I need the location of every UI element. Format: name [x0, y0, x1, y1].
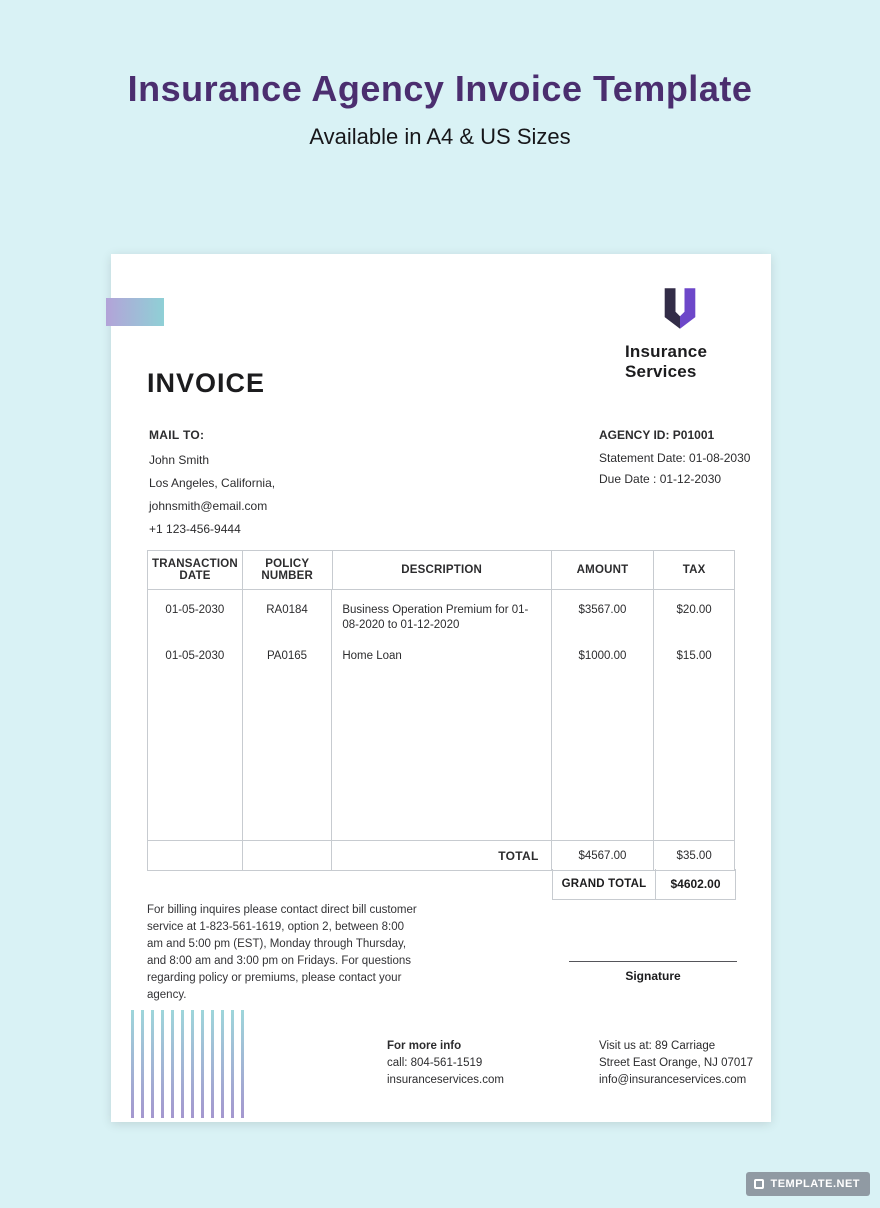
recipient-phone: +1 123-456-9444	[149, 522, 241, 536]
invoice-document	[111, 254, 771, 1122]
column-tax	[654, 590, 734, 840]
grand-total-value: $4602.00	[670, 877, 721, 891]
footer-contact-block	[387, 1038, 504, 1089]
recipient-address: Los Angeles, California,	[149, 476, 276, 490]
statement-date: Statement Date: 01-08-2030	[599, 451, 751, 465]
stripe	[191, 1010, 194, 1118]
mail-to-label: MAIL TO:	[149, 428, 205, 442]
stripe	[161, 1010, 164, 1118]
stripe	[201, 1010, 204, 1118]
row-amount: $1000.00	[578, 650, 627, 662]
header-transaction-date: TRANSACTION DATE	[148, 551, 243, 589]
row-tax: $15.00	[676, 650, 712, 662]
footer-address-line1: Visit us at: 89 Carriage	[599, 1040, 716, 1052]
agency-id: AGENCY ID: P01001	[599, 428, 715, 442]
company-name-line1: Insurance	[625, 342, 708, 361]
row-policy: RA0184	[266, 604, 308, 616]
total-label: TOTAL	[332, 841, 551, 870]
footer-website: insuranceservices.com	[387, 1074, 504, 1086]
stripe	[231, 1010, 234, 1118]
billing-note: For billing inquires please contact direct bill customer service at 1-823-561-1619, option 2, between 8:00 am and 5:00 pm (EST), Monday through Thursday, and 8:00 am and 3:00 pm on Fridays. For questions regarding policy or premiums, please contact your agency.	[147, 904, 417, 1001]
footer-phone: call: 804-561-1519	[387, 1057, 483, 1069]
company-name-line2: Services	[625, 362, 697, 381]
stripe	[221, 1010, 224, 1118]
column-transaction-date	[148, 590, 243, 840]
page-title: Insurance Agency Invoice Template	[127, 68, 753, 109]
row-description: Home Loan	[342, 650, 402, 662]
header-amount: AMOUNT	[552, 551, 655, 589]
signature-label: Signature	[625, 969, 681, 983]
footer-address-line2: Street East Orange, NJ 07017	[599, 1057, 754, 1069]
agency-block	[599, 428, 750, 494]
total-amount: $4567.00	[552, 841, 655, 870]
recipient-email: johnsmith@email.com	[149, 499, 268, 513]
page-subtitle: Available in A4 & US Sizes	[309, 124, 571, 149]
header-tax: TAX	[682, 564, 706, 576]
due-date: Due Date : 01-12-2030	[599, 472, 722, 486]
invoice-heading: INVOICE	[147, 368, 266, 398]
stripe	[181, 1010, 184, 1118]
stripe	[171, 1010, 174, 1118]
table-header-row	[148, 551, 734, 590]
footer-info-heading: For more info	[387, 1040, 462, 1052]
total-row	[148, 840, 734, 870]
template-net-logo-icon	[754, 1179, 764, 1189]
row-description: Business Operation Premium for 01-08-2020 to 01-12-2020	[342, 604, 529, 631]
stripe	[131, 1010, 134, 1118]
total-row-spacer	[148, 841, 243, 870]
line-items-table	[147, 550, 735, 871]
stripe	[141, 1010, 144, 1118]
barcode-stripes-decoration	[131, 1010, 251, 1118]
watermark-text: TEMPLATE.NET	[770, 1178, 860, 1190]
total-row-spacer	[243, 841, 333, 870]
table-body	[148, 590, 734, 840]
footer-address-block	[599, 1038, 753, 1089]
grand-total-label: GRAND TOTAL	[553, 869, 656, 899]
column-description	[332, 590, 551, 840]
stripe	[151, 1010, 154, 1118]
stripe	[211, 1010, 214, 1118]
row-date: 01-05-2030	[165, 650, 225, 662]
gradient-accent-bar	[106, 298, 164, 326]
column-amount	[552, 590, 655, 840]
template-net-watermark	[746, 1172, 870, 1196]
footer-email: info@insuranceservices.com	[599, 1074, 747, 1086]
signature-block	[569, 954, 737, 983]
row-policy: PA0165	[266, 650, 308, 662]
row-amount: $3567.00	[578, 604, 627, 616]
stripe	[241, 1010, 244, 1118]
shield-u-logo-icon	[653, 282, 707, 336]
header-policy-number: POLICY NUMBER	[243, 551, 333, 589]
grand-total-row	[552, 869, 736, 900]
company-logo	[625, 282, 735, 382]
recipient-name: John Smith	[149, 453, 210, 467]
header-description: DESCRIPTION	[333, 551, 552, 589]
row-tax: $20.00	[676, 604, 712, 616]
row-date: 01-05-2030	[165, 604, 225, 616]
column-policy-number	[243, 590, 333, 840]
signature-line	[569, 954, 737, 962]
total-tax: $35.00	[676, 849, 712, 862]
mail-to-block	[149, 428, 275, 546]
